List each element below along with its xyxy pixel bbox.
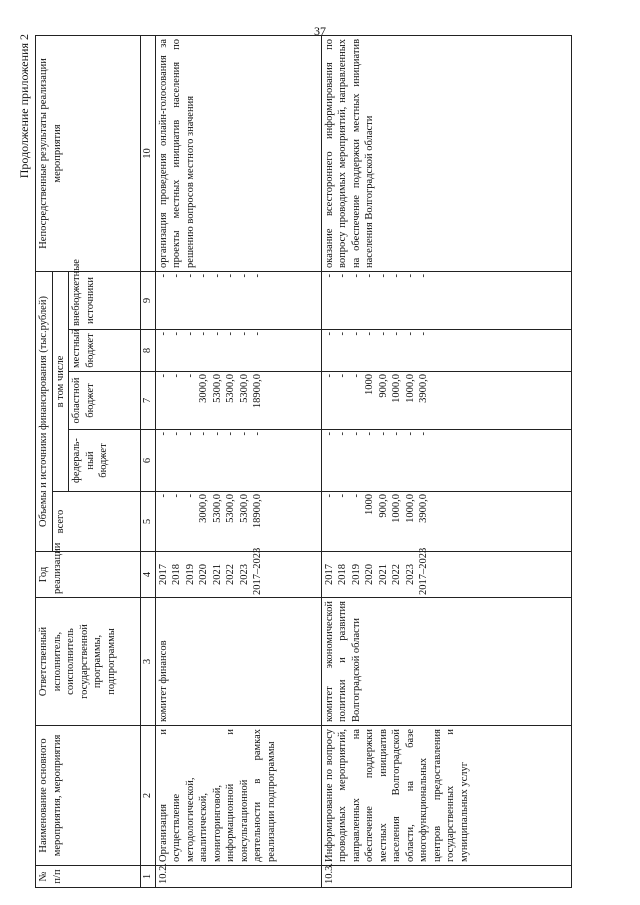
cell-value: -	[225, 273, 236, 278]
cell-value: -	[171, 432, 182, 436]
cell-value: -	[404, 332, 416, 336]
cell-value: -	[198, 432, 209, 436]
nonbudget-list	[155, 271, 321, 329]
cell-value: -	[377, 332, 389, 336]
cell-value: 3000,0	[198, 374, 209, 403]
cell-value: 2018	[337, 564, 348, 585]
cell-value: -	[350, 273, 362, 278]
cell-value: -	[252, 432, 263, 436]
column-number: 9	[141, 271, 156, 329]
header-executor: Ответственный исполнитель, соисполнитель государственной программы, подпрограммы	[36, 598, 141, 726]
column-number: 5	[141, 492, 156, 552]
cell-value: -	[211, 332, 223, 336]
cell-value: 2021	[211, 564, 223, 585]
years-list	[155, 547, 321, 598]
cell-value: -	[350, 374, 362, 378]
cell-value: 2022	[391, 564, 402, 585]
cell-value: 18900,0	[252, 374, 263, 409]
cell-value: -	[157, 332, 169, 336]
cell-value: 2023	[238, 564, 250, 585]
cell-value: -	[323, 432, 335, 436]
cell-value: -	[404, 432, 416, 436]
table-row	[321, 35, 571, 887]
cell-value: 900,0	[377, 374, 389, 398]
cell-value: -	[171, 273, 182, 278]
cell-value: 1000,0	[391, 374, 402, 403]
header-regional: областной бюджет	[69, 372, 141, 430]
cell-value: -	[391, 273, 402, 278]
header-results: Непосредственные результаты реализации мероприятия	[36, 35, 141, 271]
cell-value: 3900,0	[418, 494, 429, 523]
column-number: 7	[141, 372, 156, 430]
nonbudget-list	[321, 271, 571, 329]
cell-value: -	[377, 432, 389, 436]
header-local: местный бюджет	[69, 330, 141, 372]
cell-value: -	[157, 432, 169, 436]
row-number: 10.2.	[155, 866, 321, 888]
event-name: Организация и осуществление методологической, аналитической, мониторинговой, информационной и консультационной деятельности в рамках реализации подпрограммы	[155, 726, 321, 866]
regional-list	[155, 372, 321, 430]
cell-value: 5300,0	[211, 494, 223, 523]
rotated-sheet	[15, 28, 625, 888]
funding-table	[35, 35, 572, 888]
federal-list	[155, 430, 321, 492]
cell-value: 5300,0	[211, 374, 223, 403]
cell-value: -	[337, 432, 348, 436]
cell-value: -	[323, 273, 335, 278]
cell-value: -	[418, 332, 429, 336]
cell-value: 2020	[364, 564, 375, 585]
cell-value: 1000,0	[404, 374, 416, 403]
years-list	[321, 547, 571, 598]
cell-value: -	[252, 273, 263, 278]
result-text: оказание всестороннего информирования по вопросу проводимых мероприятий, направленных на обеспечение поддержки местных инициатив населения Волгоградской области	[321, 35, 571, 271]
cell-value: -	[364, 432, 375, 436]
cell-value: -	[364, 332, 375, 336]
cell-value: 1000	[364, 374, 375, 395]
cell-value: 2022	[225, 564, 236, 585]
local-list	[321, 330, 571, 372]
cell-value: -	[198, 273, 209, 278]
header-funding: Объемы и источники финансирования (тыс.рублей)	[36, 271, 53, 551]
cell-value: 1000	[364, 494, 375, 515]
cell-value: -	[211, 432, 223, 436]
header-including: в том числе	[52, 271, 69, 491]
cell-value: 5300,0	[225, 374, 236, 403]
table-row	[155, 35, 321, 887]
cell-value: 5300,0	[238, 494, 250, 523]
cell-value: 2017–2023	[252, 547, 263, 595]
cell-value: -	[323, 374, 335, 378]
regional-list	[321, 372, 571, 430]
cell-value: -	[391, 332, 402, 336]
cell-value: 2020	[198, 564, 209, 585]
column-number: 6	[141, 430, 156, 492]
cell-value: -	[171, 494, 182, 498]
cell-value: -	[418, 432, 429, 436]
cell-value: -	[184, 374, 196, 378]
cell-value: -	[238, 273, 250, 278]
column-number: 10	[141, 35, 156, 271]
cell-value: 3000,0	[198, 494, 209, 523]
cell-value: -	[350, 432, 362, 436]
header-year: Год реализации	[36, 552, 141, 598]
cell-value: -	[157, 494, 169, 498]
column-number: 8	[141, 330, 156, 372]
cell-value: -	[337, 374, 348, 378]
cell-value: -	[404, 273, 416, 278]
cell-value: -	[184, 273, 196, 278]
event-name: Информирование по вопросу проводимых мероприятий, направленных на обеспечение поддержки местных инициатив населения Волгоградской области, на базе многофункциональных центров предоставления государственных и муниципальных услуг	[321, 726, 571, 866]
appendix-caption: Продолжение приложения 2	[17, 34, 31, 179]
executor: комитет финансов	[155, 598, 321, 726]
cell-value: 3900,0	[418, 374, 429, 403]
cell-value: -	[337, 332, 348, 336]
cell-value: 5300,0	[238, 374, 250, 403]
row-number: 10.3.	[321, 866, 571, 888]
cell-value: 1000,0	[391, 494, 402, 523]
header-total: всего	[52, 492, 141, 552]
cell-value: 2023	[404, 564, 416, 585]
cell-value: 2017	[323, 564, 335, 585]
cell-value: -	[184, 494, 196, 498]
local-list	[155, 330, 321, 372]
executor: комитет экономической политики и развития Волгоградской области	[321, 598, 571, 726]
total-list	[321, 492, 571, 552]
cell-value: -	[337, 494, 348, 498]
cell-value: -	[350, 332, 362, 336]
header-name: Наименование основного мероприятия, мероприятия	[36, 726, 141, 866]
cell-value: -	[238, 332, 250, 336]
cell-value: -	[350, 494, 362, 498]
cell-value: -	[252, 332, 263, 336]
total-list	[155, 492, 321, 552]
cell-value: 2017	[157, 564, 169, 585]
cell-value: -	[323, 332, 335, 336]
column-number: 2	[141, 726, 156, 866]
cell-value: 900,0	[377, 494, 389, 518]
column-number: 1	[141, 866, 156, 888]
cell-value: -	[238, 432, 250, 436]
cell-value: -	[157, 374, 169, 378]
header-num: № п/п	[36, 866, 141, 888]
cell-value: 1000,0	[404, 494, 416, 523]
cell-value: 5300,0	[225, 494, 236, 523]
cell-value: -	[211, 273, 223, 278]
cell-value: -	[418, 273, 429, 278]
cell-value: -	[323, 494, 335, 498]
header-federal: федераль- ный бюджет	[69, 430, 141, 492]
page-number: 37	[314, 24, 326, 38]
cell-value: -	[364, 273, 375, 278]
cell-value: -	[171, 374, 182, 378]
cell-value: -	[337, 273, 348, 278]
column-number: 3	[141, 598, 156, 726]
cell-value: -	[198, 332, 209, 336]
cell-value: -	[184, 432, 196, 436]
cell-value: -	[225, 432, 236, 436]
federal-list	[321, 430, 571, 492]
cell-value: -	[171, 332, 182, 336]
cell-value: 2017–2023	[418, 547, 429, 595]
cell-value: -	[377, 273, 389, 278]
table-body	[155, 35, 571, 887]
cell-value: 2019	[184, 564, 196, 585]
cell-value: -	[391, 432, 402, 436]
header-nonbudget: внебюджетные источники	[69, 271, 141, 329]
column-number: 4	[141, 552, 156, 598]
cell-value: -	[157, 273, 169, 278]
cell-value: -	[184, 332, 196, 336]
cell-value: 18900,0	[252, 494, 263, 529]
result-text: организация проведения онлайн-голосования за проекты местных инициатив населения по решению вопросов местного значения	[155, 35, 321, 271]
cell-value: -	[225, 332, 236, 336]
cell-value: 2018	[171, 564, 182, 585]
cell-value: 2019	[350, 564, 362, 585]
cell-value: 2021	[377, 564, 389, 585]
